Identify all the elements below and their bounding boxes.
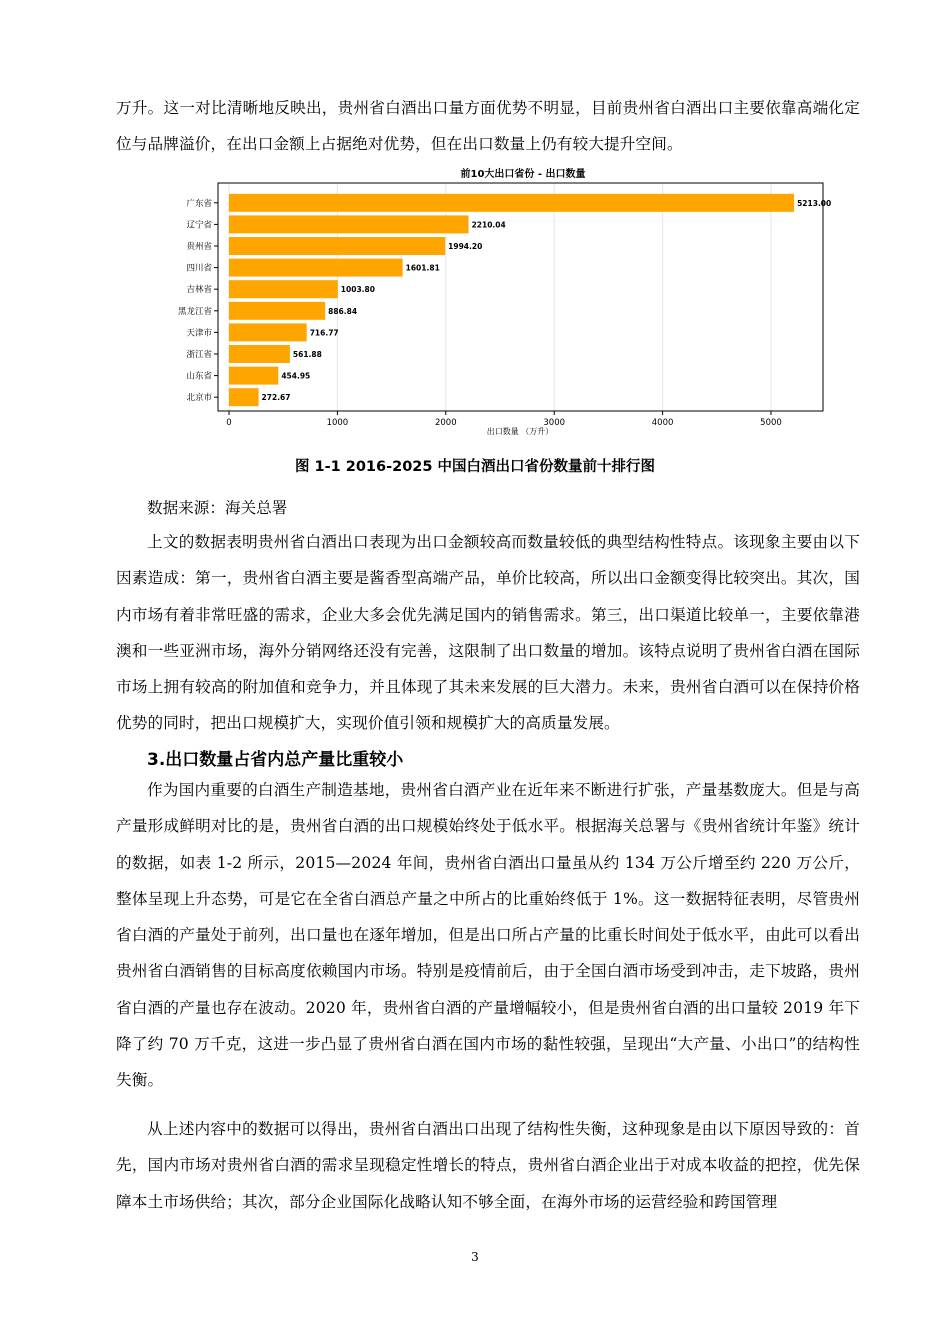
bar <box>229 302 325 320</box>
bar-value-label: 716.77 <box>309 328 339 338</box>
paragraph-intro: 万升。这一对比清晰地反映出，贵州省白酒出口量方面优势不明显，目前贵州省白酒出口主要依靠高端化定位与品牌溢价，在出口金额上占据绝对优势，但在出口数量上仍有较大提升空间。 <box>116 99 860 154</box>
y-tick-label: 天津市 <box>186 328 212 339</box>
y-tick-label: 贵州省 <box>186 242 212 252</box>
bar-value-label: 1601.81 <box>405 263 440 273</box>
bar-value-label: 561.88 <box>292 350 322 359</box>
y-tick-label: 北京市 <box>186 393 212 404</box>
data-source: 数据来源：海关总署 <box>147 499 288 517</box>
chart-title: 前10大出口省份 - 出口数量 <box>460 169 586 180</box>
x-tick-label: 3000 <box>543 418 566 428</box>
bar <box>229 367 278 385</box>
x-tick-label: 2000 <box>434 418 457 428</box>
x-tick-label: 0 <box>226 418 232 428</box>
bar <box>229 323 307 341</box>
y-tick-label: 吉林省 <box>186 285 212 296</box>
paragraph-proportion: 作为国内重要的白酒生产制造基地，贵州省白酒产业在近年来不断进行扩张，产量基数庞大。但是与高产量形成鲜明对比的是，贵州省白酒的出口规模始终处于低水平。根据海关总署与《贵州省统计年鉴》统计的数据，如表 1-2 所示，2015—2024 年间，贵州省白酒出口量虽从约 134 万公斤增至约 220 万公斤，整体呈现上升态势，可是它在全省白酒总产量之中所占的比重始终低于 1%。这一数据特征表明，尽管贵州省白酒的产量处于前列，出口量也在逐年增加，但是出口所占产量的比重长时间处于低水平，由此可以看出贵州省白酒销售的目标高度依赖国内市场。特别是疫情前后，由于全国白酒市场受到冲击，走下坡路，贵州省白酒的产量也存在波动。2020 年，贵州省白酒的产量增幅较小，但是贵州省白酒的出口量较 2019 年下降了约 70 万千克，这进一步凸显了贵州省白酒在国内市场的黏性较强，呈现出“大产量、小出口”的结构性失衡。 <box>116 781 860 1090</box>
y-tick-label: 四川省 <box>186 263 212 274</box>
bar-value-label: 886.84 <box>328 306 358 316</box>
bar <box>229 259 403 277</box>
bar-value-label: 272.67 <box>261 393 291 403</box>
chart-bars <box>229 194 831 406</box>
bar-value-label: 1003.80 <box>340 285 375 295</box>
y-tick-label: 辽宁省 <box>186 220 212 231</box>
bar-value-label: 5213.00 <box>797 198 832 208</box>
x-tick-label: 1000 <box>326 418 349 428</box>
bar-value-label: 1994.20 <box>448 242 483 251</box>
bar-value-label: 454.95 <box>281 371 311 381</box>
bar <box>229 194 794 212</box>
bar <box>229 388 259 406</box>
y-tick-label: 广东省 <box>186 198 212 209</box>
bar <box>229 280 338 298</box>
bar-value-label: 2210.04 <box>471 220 506 230</box>
section-heading: 3.出口数量占省内总产量比重较小 <box>147 750 404 770</box>
y-tick-label: 山东省 <box>186 371 212 382</box>
paragraph-causes: 从上述内容中的数据可以得出，贵州省白酒出口出现了结构性失衡，这种现象是由以下原因导致的：首先，国内市场对贵州省白酒的需求呈现稳定性增长的特点，贵州省白酒企业出于对成本收益的把控，优先保障本土市场供给；其次，部分企业国际化战略认知不够全面，在海外市场的运营经验和跨国管理 <box>116 1120 860 1211</box>
paragraph-analysis: 上文的数据表明贵州省白酒出口表现为出口金额较高而数量较低的典型结构性特点。该现象主要由以下因素造成：第一，贵州省白酒主要是酱香型高端产品，单价比较高，所以出口金额变得比较突出。其次，国内市场有着非常旺盛的需求，企业大多会优先满足国内的销售需求。第三，出口渠道比较单一，主要依靠港澳和一些亚洲市场，海外分销网络还没有完善，这限制了出口数量的增加。该特点说明了贵州省白酒在国际市场上拥有较高的附加值和竞争力，并且体现了其未来发展的巨大潜力。未来，贵州省白酒可以在保持价格优势的同时，把出口规模扩大，实现价值引领和规模扩大的高质量发展。 <box>116 533 860 733</box>
bar <box>229 345 290 363</box>
export-quantity-bar-chart <box>163 163 833 443</box>
bar <box>229 215 469 233</box>
y-tick-label: 浙江省 <box>186 350 212 360</box>
chart-x-axis-label: 出口数量 （万升） <box>486 427 554 436</box>
figure-caption: 图 1-1 2016-2025 中国白酒出口省份数量前十排行图 <box>294 459 656 475</box>
page-number: 3 <box>471 1250 479 1264</box>
x-tick-label: 5000 <box>760 418 782 428</box>
y-tick-label: 黑龙江省 <box>177 306 212 317</box>
x-tick-label: 4000 <box>651 418 674 428</box>
bar <box>229 237 445 255</box>
